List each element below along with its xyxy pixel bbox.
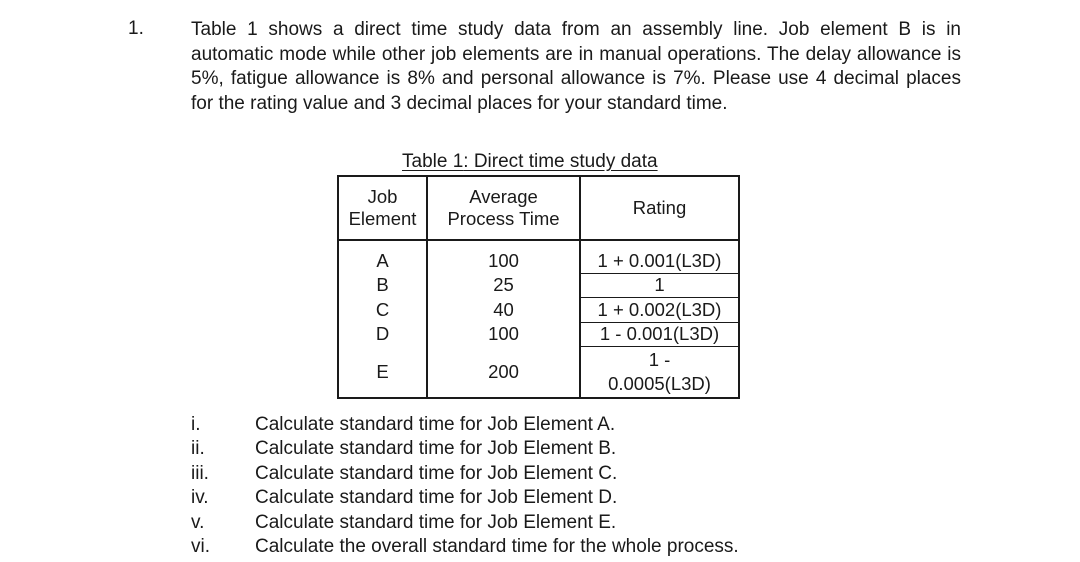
cell-rating: 1 [580, 273, 739, 298]
header-job-line1: Job [367, 186, 398, 207]
cell-job: E [338, 347, 427, 399]
table-row [338, 298, 739, 323]
part-number: ii. [191, 438, 205, 460]
cell-time: 40 [427, 298, 580, 323]
cell-time: 200 [427, 347, 580, 399]
cell-rating: 1 + 0.001(L3D) [580, 240, 739, 273]
cell-rating: 1 - 0.001(L3D) [580, 322, 739, 347]
list-item [191, 462, 739, 486]
list-item [191, 511, 739, 535]
table-row [338, 273, 739, 298]
cell-time: 100 [427, 322, 580, 347]
list-item [191, 413, 739, 437]
table-caption-lead: Table 1 [402, 151, 464, 172]
part-number: iv. [191, 487, 209, 509]
part-text: Calculate standard time for Job Element D. [255, 487, 618, 509]
question-table-ref: Table 1 [191, 19, 258, 40]
part-number: i. [191, 414, 201, 435]
part-text: Calculate the overall standard time for the whole process. [255, 535, 739, 557]
header-job-element [338, 176, 427, 240]
cell-job: D [338, 322, 427, 347]
part-text: Calculate standard time for Job Element C. [255, 462, 618, 484]
cell-rating [580, 347, 739, 399]
part-number: v. [191, 511, 205, 533]
question-number: 1. [128, 18, 144, 39]
cell-rating-line1: 1 - [648, 349, 671, 370]
table-row [338, 240, 739, 273]
cell-rating-line2: 0.0005(L3D) [608, 373, 711, 394]
header-average-process-time [427, 176, 580, 240]
part-text: Calculate standard time for Job Element A. [255, 414, 616, 435]
part-text: Calculate standard time for Job Element E. [255, 511, 617, 533]
header-rating: Rating [580, 176, 739, 240]
cell-time: 100 [427, 240, 580, 273]
header-time-line2: Process Time [447, 208, 560, 229]
part-number: vi. [191, 535, 210, 557]
list-item [191, 486, 739, 510]
cell-time: 25 [427, 273, 580, 298]
cell-job: C [338, 298, 427, 323]
table-header-row [338, 176, 739, 240]
part-number: iii. [191, 462, 209, 484]
table-row [338, 322, 739, 347]
table-caption [402, 151, 658, 173]
table-row [338, 347, 739, 399]
list-item [191, 535, 739, 559]
time-study-table [337, 175, 740, 399]
part-text: Calculate standard time for Job Element B. [255, 438, 617, 460]
cell-rating: 1 + 0.002(L3D) [580, 298, 739, 323]
list-item [191, 437, 739, 461]
table-caption-rest: : Direct time study data [463, 151, 658, 172]
cell-job: A [338, 240, 427, 273]
cell-job: B [338, 273, 427, 298]
header-time-line1: Average [469, 186, 538, 207]
header-job-line2: Element [348, 208, 417, 229]
question-body: shows a direct time study data from an assembly line. Job element B is in automatic mode while other job elements are in manual operations. The delay allowance is 5%, fatigue allowance is 8% and personal allowance is 7%. Please use 4 decimal places for the rating value and 3 decimal places for your standard time. [191, 19, 961, 114]
question-text [191, 18, 961, 116]
question-parts-list [191, 413, 739, 559]
